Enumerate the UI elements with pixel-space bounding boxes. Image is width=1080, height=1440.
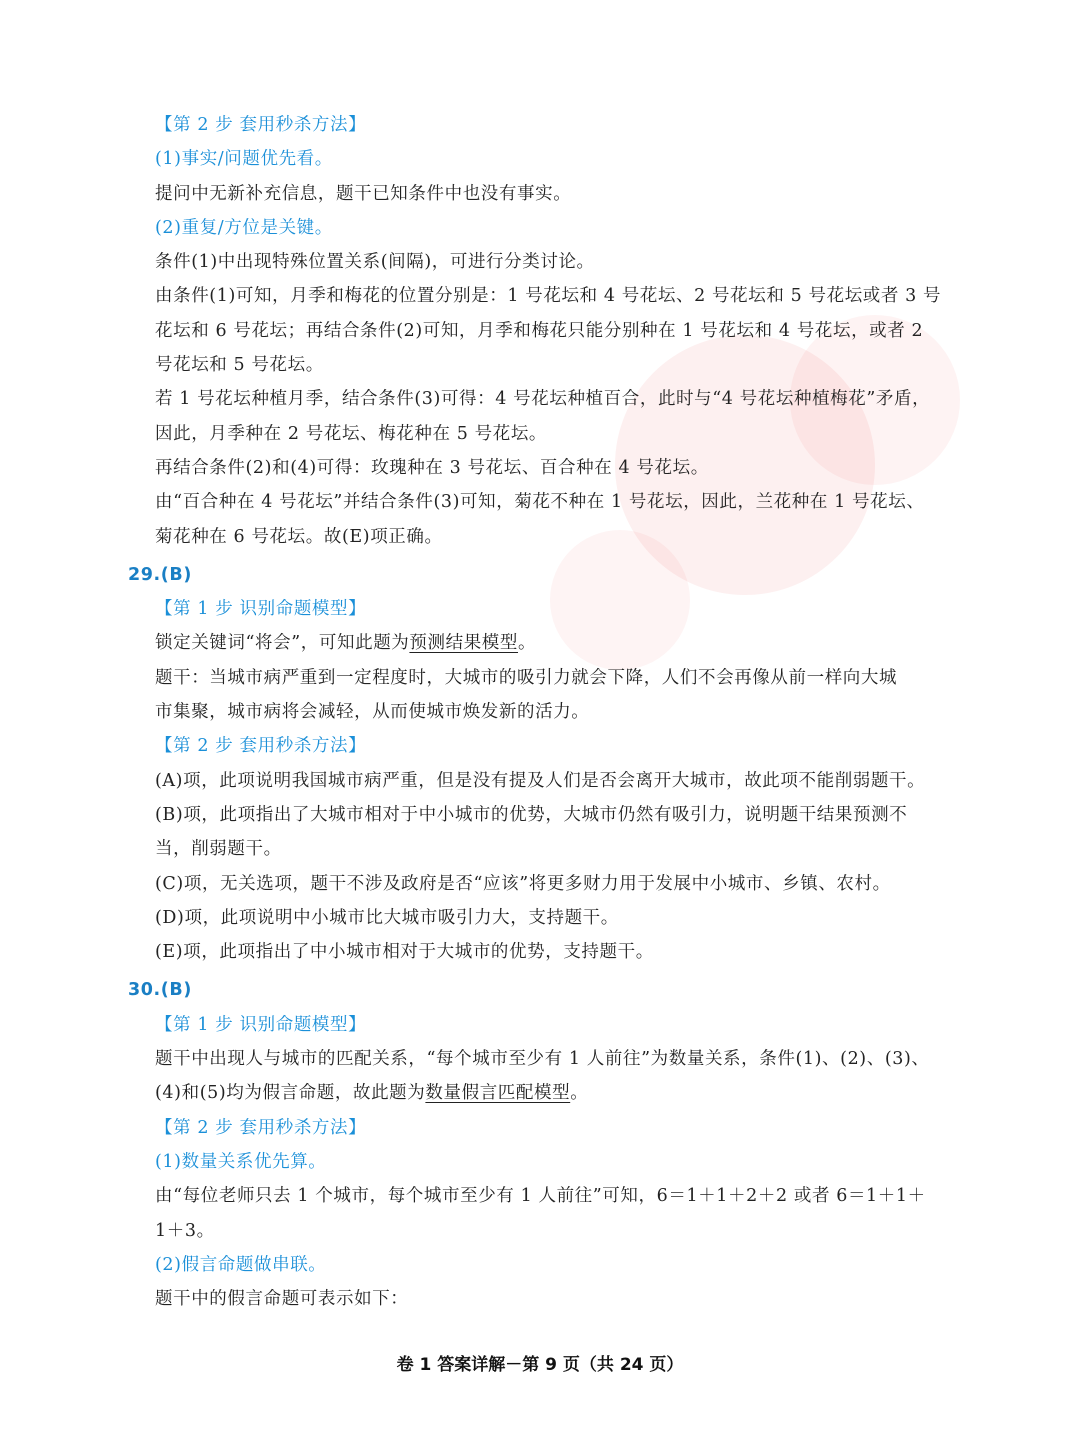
paragraph: 题干中出现人与城市的匹配关系，“每个城市至少有 1 人前往”为数量关系，条件(1)、(2)、(3)、 <box>155 1049 930 1070</box>
text: 。 <box>570 1083 589 1104</box>
option-b-analysis: (B)项，此项指出了大城市相对于中小城市的优势，大城市仍然有吸引力，说明题干结果预测不 <box>155 804 908 825</box>
paragraph <box>128 1076 958 1110</box>
paragraph: 1＋3。 <box>155 1220 215 1241</box>
method-subheading: (1)数量关系优先算。 <box>155 1151 327 1172</box>
paragraph: 提问中无新补充信息，题干已知条件中也没有事实。 <box>155 183 572 204</box>
option-e-analysis: (E)项，此项指出了中小城市相对于大城市的优势，支持题干。 <box>155 942 654 963</box>
paragraph: 由条件(1)可知，月季和梅花的位置分别是：1 号花坛和 4 号花坛、2 号花坛和 5 号花坛或者 3 号 <box>155 286 942 307</box>
model-name: 数量假言匹配模型 <box>425 1083 571 1104</box>
method-subheading: (2)重复/方位是关键。 <box>155 217 333 238</box>
paragraph: 题干中的假言命题可表示如下： <box>155 1289 409 1310</box>
paragraph: 题干：当城市病严重到一定程度时，大城市的吸引力就会下降，人们不会再像从前一样向大城 <box>155 667 898 688</box>
paragraph: 菊花种在 6 号花坛。故(E)项正确。 <box>155 526 443 547</box>
paragraph: 再结合条件(2)和(4)可得：玫瑰种在 3 号花坛、百合种在 4 号花坛。 <box>155 457 709 478</box>
step2-heading: 【第 2 步 套用秒杀方法】 <box>155 115 367 135</box>
page-footer: 卷 1 答案详解－第 9 页（共 24 页） <box>396 1355 684 1375</box>
paragraph: 花坛和 6 号花坛；再结合条件(2)可知，月季和梅花只能分别种在 1 号花坛和 4 号花坛，或者 2 <box>155 320 924 341</box>
option-a-analysis: (A)项，此项说明我国城市病严重，但是没有提及人们是否会离开大城市，故此项不能削弱题干。 <box>155 770 926 791</box>
paragraph: 由“每位老师只去 1 个城市，每个城市至少有 1 人前往”可知，6＝1＋1＋2＋2 或者 6＝1＋1＋ <box>155 1186 926 1207</box>
method-subheading: (2)假言命题做串联。 <box>155 1254 327 1275</box>
paragraph: 因此，月季种在 2 号花坛、梅花种在 5 号花坛。 <box>155 423 548 444</box>
method-subheading: (1)事实/问题优先看。 <box>155 149 333 170</box>
step2-heading: 【第 2 步 套用秒杀方法】 <box>155 736 367 757</box>
step1-heading: 【第 1 步 识别命题模型】 <box>155 1014 367 1035</box>
text: (4)和(5)均为假言命题，故此题为 <box>155 1083 426 1104</box>
option-c-analysis: (C)项，无关选项，题干不涉及政府是否“应该”将更多财力用于发展中小城市、乡镇、农村。 <box>155 873 891 894</box>
paragraph: 条件(1)中出现特殊位置关系(间隔)，可进行分类讨论。 <box>155 252 595 273</box>
paragraph <box>128 626 958 660</box>
option-b-analysis: 当，削弱题干。 <box>155 839 282 860</box>
text: 。 <box>518 633 537 654</box>
model-name: 预测结果模型 <box>409 633 519 654</box>
paragraph: 市集聚，城市病将会减轻，从而使城市焕发新的活力。 <box>155 702 590 723</box>
paragraph: 号花坛和 5 号花坛。 <box>155 355 324 376</box>
paragraph: 由“百合种在 4 号花坛”并结合条件(3)可知，菊花不种在 1 号花坛，因此，兰花种在 1 号花坛、 <box>155 492 925 513</box>
step2-heading: 【第 2 步 套用秒杀方法】 <box>155 1117 367 1138</box>
option-d-analysis: (D)项，此项说明中小城市比大城市吸引力大，支持题干。 <box>155 907 619 928</box>
question-number-30: 30.(B) <box>128 980 192 1001</box>
question-number-29: 29.(B) <box>128 564 192 585</box>
text: 锁定关键词“将会”，可知此题为 <box>155 633 410 654</box>
step1-heading: 【第 1 步 识别命题模型】 <box>155 599 367 620</box>
answer-content <box>128 108 958 1316</box>
paragraph: 若 1 号花坛种植月季，结合条件(3)可得：4 号花坛种植百合，此时与“4 号花坛种植梅花”矛盾， <box>155 389 931 410</box>
